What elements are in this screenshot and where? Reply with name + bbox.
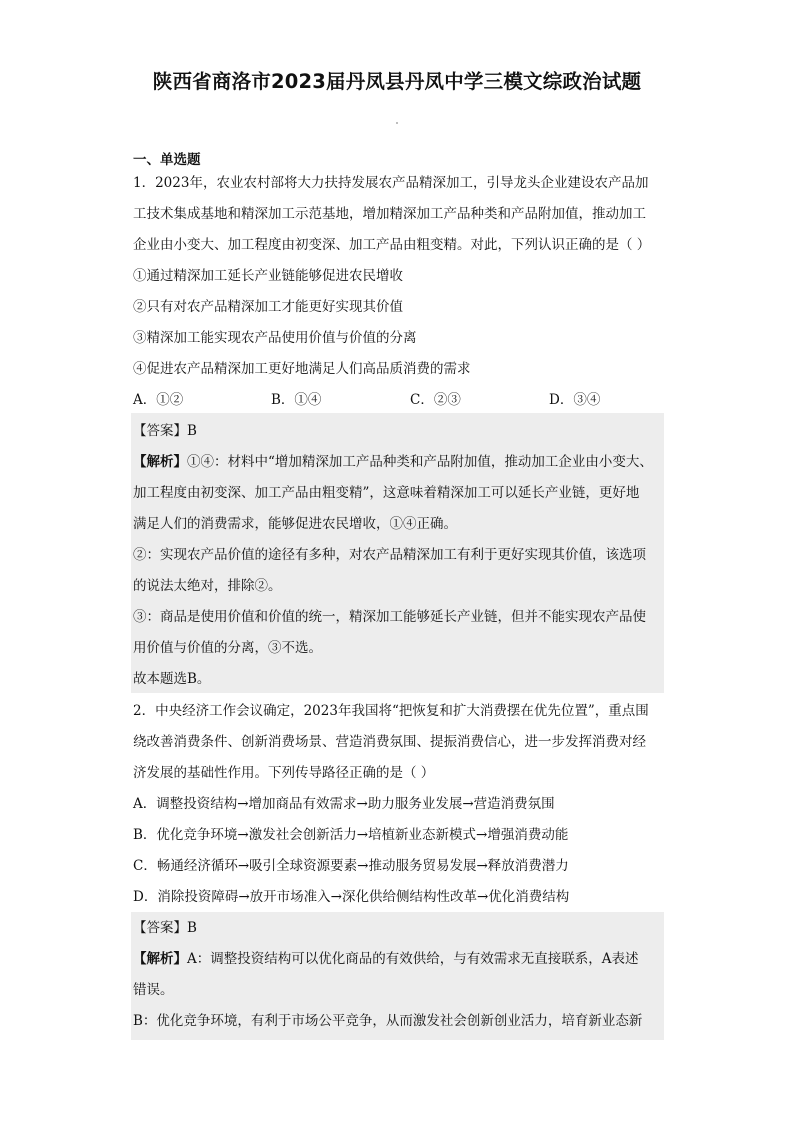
q1-analysis-line: 加工程度由初变深、加工产品由粗变精”，这意味着精深加工可以延长产业链，更好地 [133,485,640,501]
q1-option-a: A．①② [133,392,184,408]
q1-stem-line: 企业由小变大、加工程度由初变深、加工产品由粗变精。对此，下列认识正确的是（ ） [133,237,651,253]
analysis-text: ①④：材料中“增加精深加工产品种类和产品附加值，推动加工企业由小变大、 [187,454,653,470]
q1-analysis-line: 满足人们的消费需求，能够促进农民增收，①④正确。 [133,516,457,532]
q1-option-c: C．②③ [410,392,461,408]
q2-stem-line: 绕改善消费条件、创新消费场景、营造消费氛围、提振消费信心，进一步发挥消费对经 [133,734,646,750]
q2-option-a: A．调整投资结构→增加商品有效需求→助力服务业发展→营造消费氛围 [133,796,555,812]
q2-stem-line: 济发展的基础性作用。下列传导路径正确的是（ ） [133,765,435,781]
page-title: 陕西省商洛市2023届丹凤县丹凤中学三模文综政治试题 [152,70,642,93]
analysis-tag: 【解析】 [133,951,187,967]
q2-option-c: C．畅通经济循环→吸引全球资源要素→推动服务贸易发展→释放消费潜力 [133,858,569,874]
analysis-text: A：调整投资结构可以优化商品的有效供给，与有效需求无直接联系，A表述 [187,951,639,967]
q1-statement: ④促进农产品精深加工更好地满足人们高品质消费的需求 [133,361,471,377]
q2-stem-line: 2．中央经济工作会议确定，2023年我国将“把恢复和扩大消费摆在优先位置”，重点围 [133,703,649,719]
q1-option-d: D．③④ [549,392,601,408]
q1-statement: ②只有对农产品精深加工才能更好实现其价值 [133,299,403,315]
q1-analysis-line: ②：实现农产品价值的途径有多种，对农产品精深加工有利于更好实现其价值，该选项 [133,547,646,563]
decorative-dot [396,122,398,124]
q2-analysis-line [133,949,639,969]
q2-option-b: B．优化竞争环境→激发社会创新活力→培植新业态新模式→增强消费动能 [133,827,569,843]
q1-analysis-line: ③：商品是使用价值和价值的统一，精深加工能够延长产业链，但并不能实现农产品使 [133,609,646,625]
q2-analysis-line: B：优化竞争环境，有利于市场公平竞争，从而激发社会创新创业活力，培育新业态新 [133,1013,643,1029]
q2-answer: 【答案】B [133,920,197,936]
q1-stem-line: 1．2023年，农业农村部将大力扶持发展农产品精深加工，引导龙头企业建设农产品加 [133,175,649,191]
section-heading: 一、单选题 [133,152,201,168]
q2-option-d: D．消除投资障碍→放开市场准入→深化供给侧结构性改革→优化消费结构 [133,889,570,905]
q1-analysis-line: 故本题选B。 [133,671,211,687]
q1-analysis-line [133,452,653,472]
q1-analysis-line: 用价值与价值的分离，③不选。 [133,640,322,656]
q1-option-b: B．①④ [271,392,322,408]
q2-analysis-line: 错误。 [133,982,174,998]
q1-statement: ③精深加工能实现农产品使用价值与价值的分离 [133,330,417,346]
analysis-tag: 【解析】 [133,454,187,470]
q1-analysis-line: 的说法太绝对，排除②。 [133,578,282,594]
q1-stem-line: 工技术集成基地和精深加工示范基地，增加精深加工产品种类和产品附加值，推动加工 [133,206,646,222]
q1-statement: ①通过精深加工延长产业链能够促进农民增收 [133,268,403,284]
q1-answer: 【答案】B [133,423,197,439]
